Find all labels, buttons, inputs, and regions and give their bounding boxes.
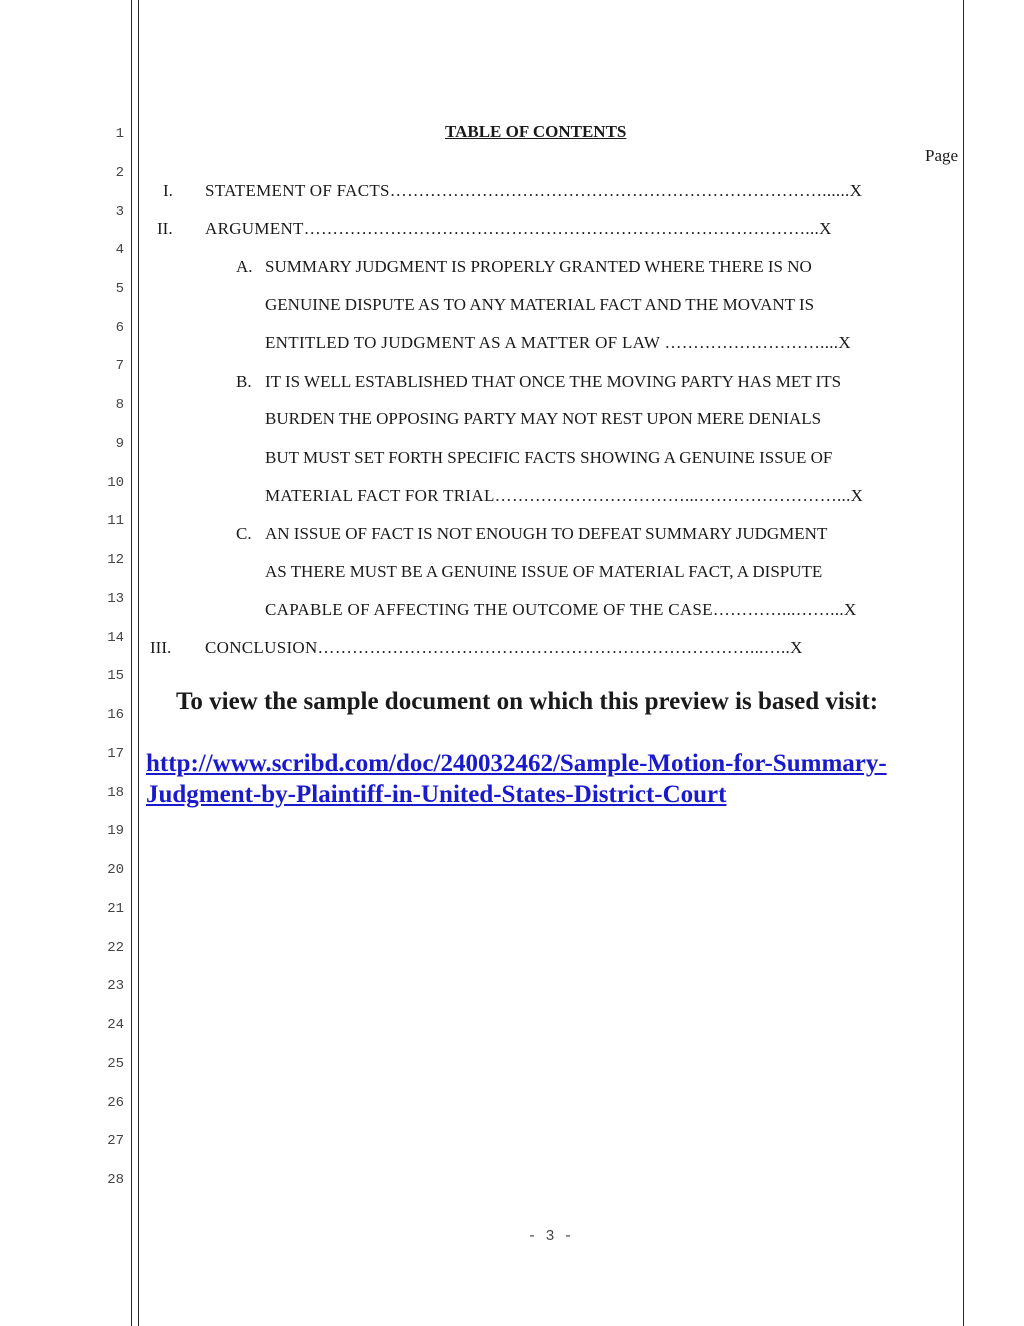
toc-subentry-letter: B. bbox=[236, 372, 252, 391]
line-number: 22 bbox=[107, 940, 124, 956]
toc-subentry-b-line[interactable]: MATERIAL FACT FOR TRIAL……………………………...……………………...X bbox=[265, 486, 864, 505]
line-number: 17 bbox=[107, 746, 124, 762]
toc-entry-argument[interactable]: ARGUMENT……………………………………………………………………………...X bbox=[205, 219, 832, 238]
line-number: 10 bbox=[107, 475, 124, 491]
toc-entry-number: III. bbox=[150, 638, 172, 657]
left-margin-rule-inner bbox=[138, 0, 139, 1326]
line-number: 12 bbox=[107, 552, 124, 568]
left-margin-rule-outer bbox=[131, 0, 132, 1326]
line-number: 4 bbox=[115, 242, 124, 258]
line-number: 14 bbox=[107, 630, 124, 646]
toc-subentry-c-line[interactable]: CAPABLE OF AFFECTING THE OUTCOME OF THE CASE…………...……...X bbox=[265, 600, 857, 619]
line-number: 2 bbox=[115, 165, 124, 181]
line-number: 27 bbox=[107, 1133, 124, 1149]
line-number: 16 bbox=[107, 707, 124, 723]
line-number: 15 bbox=[107, 668, 124, 684]
line-number: 26 bbox=[107, 1095, 124, 1111]
line-number: 3 bbox=[115, 204, 124, 220]
toc-title: TABLE OF CONTENTS bbox=[445, 122, 627, 141]
toc-entry-number: I. bbox=[163, 181, 173, 200]
right-margin-rule bbox=[963, 0, 964, 1326]
toc-page-label: Page bbox=[925, 146, 959, 165]
line-number: 19 bbox=[107, 823, 124, 839]
link-line: Judgment-by-Plaintiff-in-United-States-District-Court bbox=[146, 781, 727, 808]
toc-subentry-letter: A. bbox=[236, 257, 253, 276]
line-number: 28 bbox=[107, 1172, 124, 1188]
link-line: http://www.scribd.com/doc/240032462/Sample-Motion-for-Summary- bbox=[146, 750, 887, 777]
line-number: 9 bbox=[115, 436, 124, 452]
line-number: 21 bbox=[107, 901, 124, 917]
line-number: 5 bbox=[115, 281, 124, 297]
preview-notice: To view the sample document on which this preview is based visit: bbox=[176, 688, 879, 715]
toc-subentry-b-line[interactable]: IT IS WELL ESTABLISHED THAT ONCE THE MOVING PARTY HAS MET ITS bbox=[265, 372, 842, 391]
toc-entry-statement-of-facts[interactable]: STATEMENT OF FACTS…………………………………………………………………......X bbox=[205, 181, 863, 200]
line-number: 24 bbox=[107, 1017, 124, 1033]
line-number: 7 bbox=[115, 358, 124, 374]
line-number: 6 bbox=[115, 320, 124, 336]
scribd-document-link[interactable] bbox=[146, 748, 946, 810]
line-number: 18 bbox=[107, 785, 124, 801]
toc-entry-number: II. bbox=[157, 219, 173, 238]
toc-subentry-c-line[interactable]: AN ISSUE OF FACT IS NOT ENOUGH TO DEFEAT SUMMARY JUDGMENT bbox=[265, 524, 828, 543]
toc-subentry-letter: C. bbox=[236, 524, 252, 543]
toc-subentry-b-line[interactable]: BUT MUST SET FORTH SPECIFIC FACTS SHOWING A GENUINE ISSUE OF bbox=[265, 448, 833, 467]
line-number: 25 bbox=[107, 1056, 124, 1072]
line-number: 23 bbox=[107, 978, 124, 994]
line-number: 13 bbox=[107, 591, 124, 607]
line-number: 20 bbox=[107, 862, 124, 878]
toc-entry-conclusion[interactable]: CONCLUSION…………………………………………………………………...…..X bbox=[205, 638, 803, 657]
line-number: 1 bbox=[115, 126, 124, 142]
toc-subentry-c-line[interactable]: AS THERE MUST BE A GENUINE ISSUE OF MATERIAL FACT, A DISPUTE bbox=[265, 562, 823, 581]
line-number: 8 bbox=[115, 397, 124, 413]
line-number: 11 bbox=[107, 513, 124, 529]
toc-subentry-b-line[interactable]: BURDEN THE OPPOSING PARTY MAY NOT REST UPON MERE DENIALS bbox=[265, 409, 822, 428]
toc-subentry-a-line[interactable]: SUMMARY JUDGMENT IS PROPERLY GRANTED WHERE THERE IS NO bbox=[265, 257, 812, 276]
toc-subentry-a-line[interactable]: ENTITLED TO JUDGMENT AS A MATTER OF LAW ………………………....X bbox=[265, 333, 851, 352]
page-number-footer: - 3 - bbox=[527, 1228, 573, 1245]
toc-subentry-a-line[interactable]: GENUINE DISPUTE AS TO ANY MATERIAL FACT AND THE MOVANT IS bbox=[265, 295, 815, 314]
